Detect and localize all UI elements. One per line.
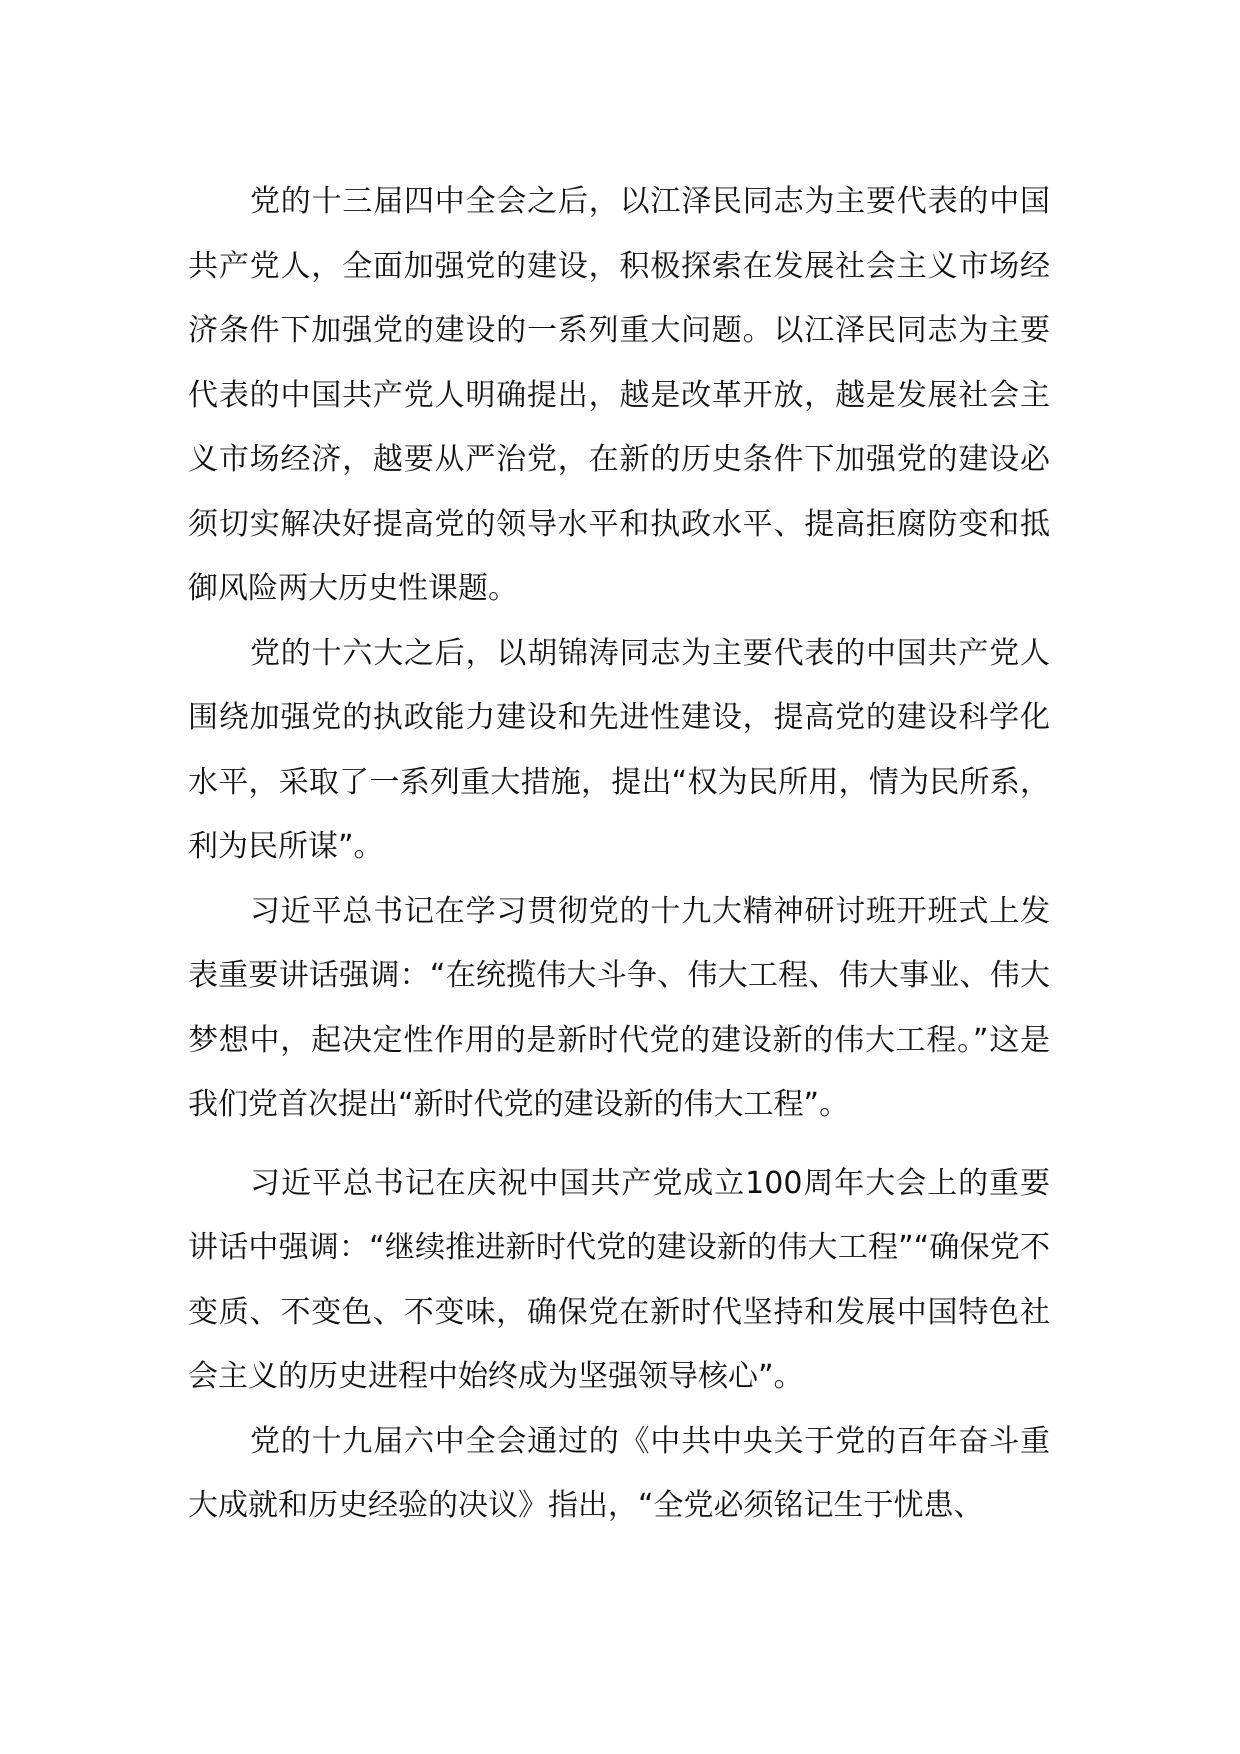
paragraph-4: 习近平总书记在庆祝中国共产党成立100周年大会上的重要讲话中强调：“继续推进新时代党的建设新的伟大工程”“确保党不变质、不变色、不变味，确保党在新时代坚持和发展中国特色社会主义的历史进程中始终成为坚强领导核心”。 [188,1165,1050,1394]
paragraph-5: 党的十九届六中全会通过的《中共中央关于党的百年奋斗重大成就和历史经验的决议》指出，“全党必须铭记生于忧患、 [188,1423,1050,1523]
paragraph-2: 党的十六大之后，以胡锦涛同志为主要代表的中国共产党人围绕加强党的执政能力建设和先进性建设，提高党的建设科学化水平，采取了一系列重大措施，提出“权为民所用，情为民所系，利为民所谋”。 [188,635,1050,864]
paragraph-1: 党的十三届四中全会之后，以江泽民同志为主要代表的中国共产党人，全面加强党的建设，积极探索在发展社会主义市场经济条件下加强党的建设的一系列重大问题。以江泽民同志为主要代表的中国共产党人明确提出，越是改革开放，越是发展社会主义市场经济，越要从严治党，在新的历史条件下加强党的建设必须切实解决好提高党的领导水平和执政水平、提高拒腐防变和抵御风险两大历史性课题。 [188,184,1050,606]
document-body [188,170,1050,1539]
paragraph-3: 习近平总书记在学习贯彻党的十九大精神研讨班开班式上发表重要讲话强调：“在统揽伟大斗争、伟大工程、伟大事业、伟大梦想中，起决定性作用的是新时代党的建设新的伟大工程。”这是我们党首次提出“新时代党的建设新的伟大工程”。 [188,893,1050,1122]
